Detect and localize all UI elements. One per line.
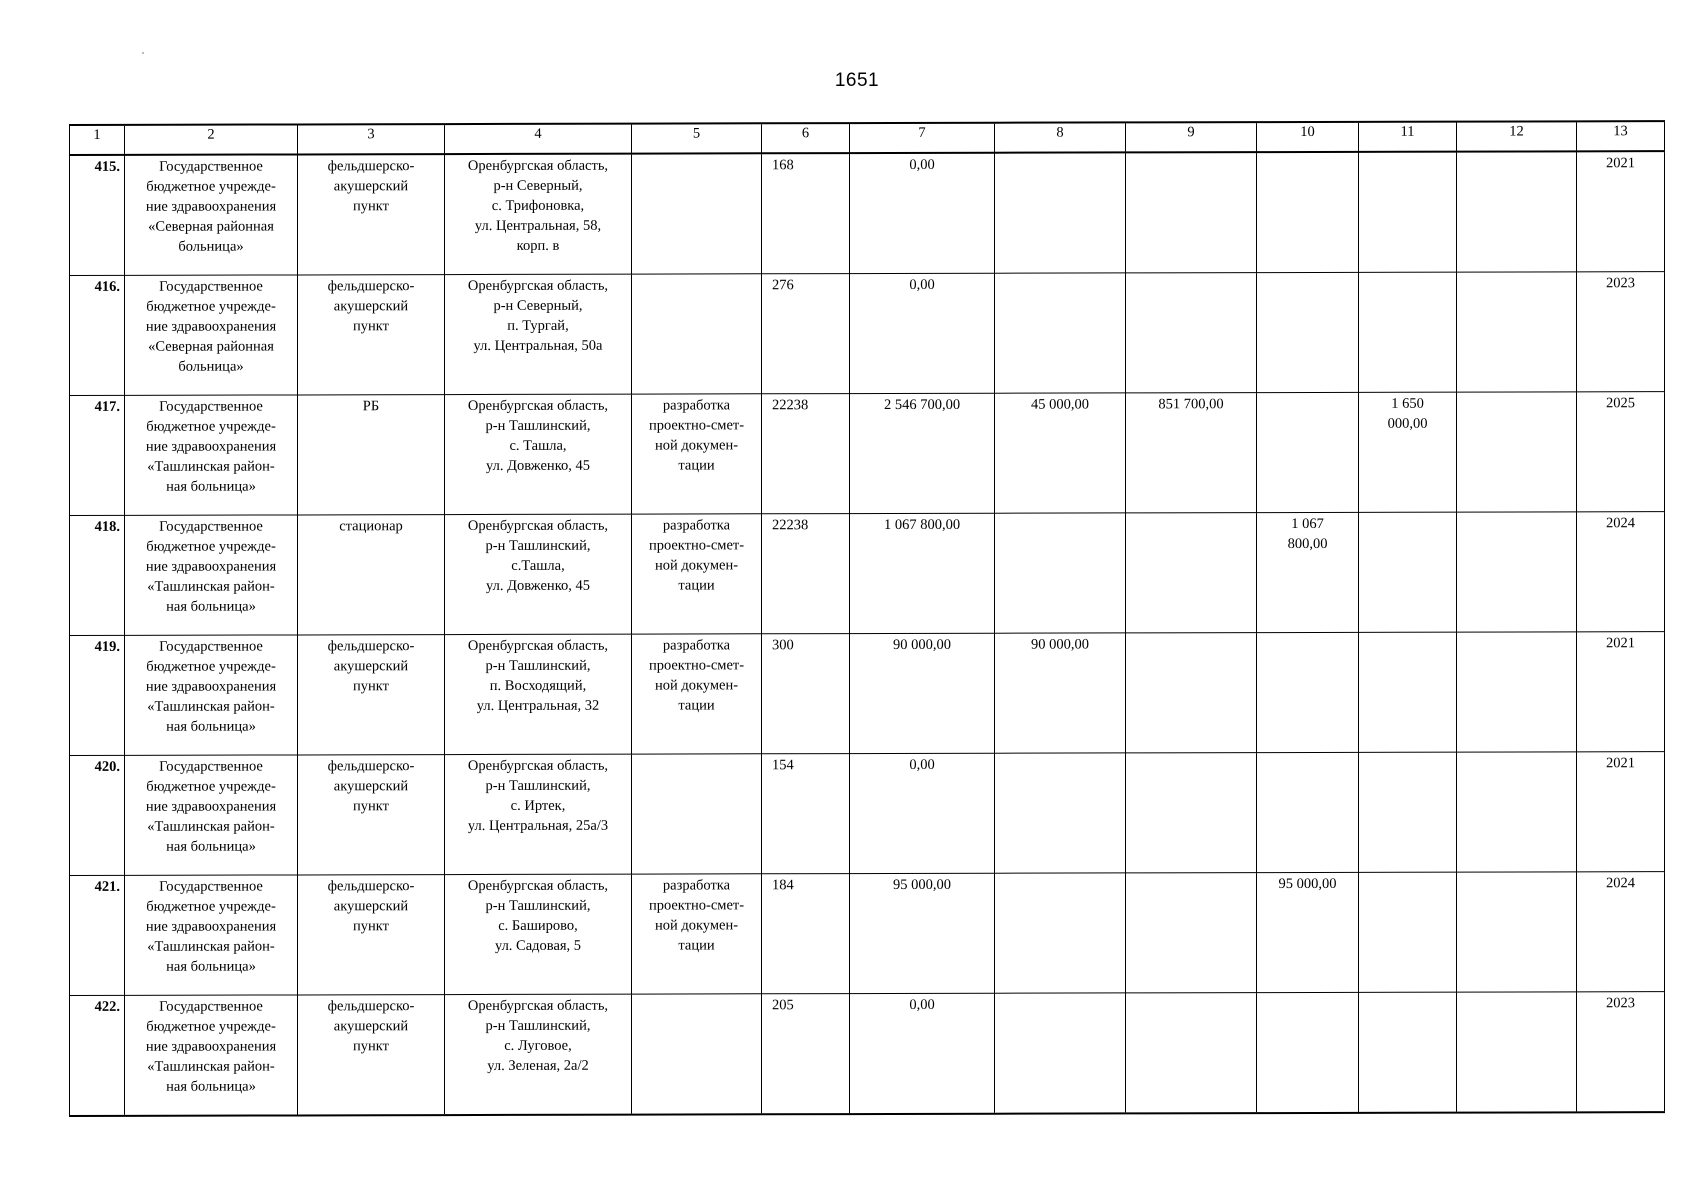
col-6-cell	[762, 874, 850, 994]
col-9-cell	[1126, 753, 1257, 873]
col-10-cell-text: 1 067 800,00	[1287, 515, 1328, 553]
address-cell	[445, 634, 632, 754]
page-number: 1651	[834, 70, 880, 91]
table-row	[70, 151, 1665, 275]
table-row	[70, 752, 1665, 876]
facility-type-cell-text: фельдшерско- акушерский пункт	[327, 278, 415, 335]
col-6-cell	[762, 153, 850, 274]
col-6-cell	[762, 514, 850, 634]
work-type-cell	[632, 754, 762, 874]
table-row	[70, 512, 1665, 636]
row-number	[70, 875, 125, 995]
facility-type-cell	[298, 995, 445, 1116]
header-row	[70, 121, 1665, 155]
col-12-cell	[1457, 752, 1577, 872]
col-11-cell	[1359, 152, 1457, 273]
work-type-cell-text: разработка проектно-смет- ной докумен- тации	[648, 877, 745, 954]
address-cell-text: Оренбургская область, р-н Ташлинский, с.Ташла, ул. Довженко, 45	[467, 517, 609, 594]
year-cell-text: 2021	[1606, 635, 1635, 652]
year-cell-text: 2023	[1606, 275, 1635, 292]
col-8-cell	[995, 273, 1126, 393]
col-8-cell-text: 90 000,00	[1031, 636, 1089, 653]
address-cell-text: Оренбургская область, р-н Северный, п. Тургай, ул. Центральная, 50а	[467, 277, 609, 355]
address-cell	[445, 754, 632, 874]
address-cell	[445, 874, 632, 994]
work-type-cell	[632, 153, 762, 274]
col-9-cell	[1126, 993, 1257, 1114]
col-7-cell-text: 90 000,00	[893, 636, 951, 653]
col-12-cell	[1457, 272, 1577, 392]
facility-type-cell	[298, 755, 445, 875]
col-12-cell	[1457, 992, 1577, 1113]
year-cell-text: 2021	[1606, 155, 1635, 172]
header-col-5: 5	[632, 123, 762, 153]
facility-type-cell-text: фельдшерско- акушерский пункт	[327, 878, 415, 935]
col-8-cell-text: 45 000,00	[1031, 396, 1089, 413]
organization-cell-text: Государственное бюджетное учрежде- ние здравоохранения «Ташлинская район- ная больница»	[145, 878, 277, 975]
col-7-cell-text: 0,00	[909, 756, 935, 773]
col-10-cell	[1257, 152, 1359, 273]
work-type-cell	[632, 634, 762, 754]
header-col-1: 1	[70, 125, 125, 155]
year-cell-text: 2021	[1606, 755, 1635, 772]
work-type-cell	[632, 874, 762, 994]
row-number-text: 422.	[94, 998, 120, 1015]
address-cell-text: Оренбургская область, р-н Ташлинский, п. Восходящий, ул. Центральная, 32	[467, 637, 609, 715]
table-row	[70, 872, 1665, 996]
col-7-cell-text: 0,00	[909, 156, 935, 173]
col-12-cell	[1457, 512, 1577, 632]
work-type-cell-text: разработка проектно-смет- ной докумен- тации	[648, 637, 745, 714]
facility-type-cell-text: РБ	[362, 398, 380, 415]
row-number	[70, 155, 125, 276]
facility-type-cell	[298, 275, 445, 395]
year-cell	[1577, 992, 1665, 1113]
col-12-cell	[1457, 632, 1577, 752]
col-7-cell-text: 0,00	[909, 996, 935, 1013]
work-type-cell	[632, 274, 762, 394]
address-cell	[445, 274, 632, 394]
table-row	[70, 632, 1665, 756]
table-row	[70, 272, 1665, 396]
facility-type-cell	[298, 395, 445, 515]
col-7-cell-text: 1 067 800,00	[883, 516, 961, 534]
row-number	[70, 995, 125, 1116]
organization-cell-text: Государственное бюджетное учрежде- ние здравоохранения «Ташлинская район- ная больница»	[145, 998, 277, 1095]
facility-type-cell-text: фельдшерско- акушерский пункт	[327, 638, 415, 695]
address-cell-text: Оренбургская область, р-н Ташлинский, с. Ташла, ул. Довженко, 45	[467, 397, 609, 474]
year-cell	[1577, 752, 1665, 872]
col-8-cell	[995, 633, 1126, 753]
col-6-cell-text: 276	[772, 277, 794, 294]
col-6-cell	[762, 274, 850, 394]
row-number	[70, 275, 125, 395]
address-cell	[445, 514, 632, 634]
col-6-cell-text: 205	[772, 997, 794, 1014]
header-col-2: 2	[125, 124, 298, 154]
address-cell-text: Оренбургская область, р-н Ташлинский, с. Иртек, ул. Центральная, 25а/3	[467, 757, 609, 835]
year-cell	[1577, 151, 1665, 272]
facility-type-cell-text: стационар	[339, 518, 403, 535]
row-number	[70, 395, 125, 515]
col-11-cell	[1359, 512, 1457, 632]
col-11-cell	[1359, 992, 1457, 1113]
col-8-cell	[995, 393, 1126, 513]
col-10-cell	[1257, 752, 1359, 872]
year-cell-text: 2024	[1606, 515, 1635, 532]
year-cell	[1577, 392, 1665, 512]
col-9-cell	[1126, 393, 1257, 513]
header-col-8: 8	[995, 122, 1126, 152]
col-11-cell-text: 1 650 000,00	[1387, 395, 1428, 432]
organization-cell	[125, 635, 298, 755]
col-7-cell	[850, 273, 995, 393]
col-8-cell	[995, 513, 1126, 633]
col-7-cell-text: 95 000,00	[893, 876, 951, 893]
col-7-cell	[850, 633, 995, 753]
address-cell	[445, 994, 632, 1115]
organization-cell-text: Государственное бюджетное учрежде- ние здравоохранения «Ташлинская район- ная больница»	[145, 638, 277, 735]
facility-type-cell	[298, 635, 445, 755]
scan-speck	[142, 52, 144, 54]
col-10-cell	[1257, 632, 1359, 752]
col-10-cell	[1257, 992, 1359, 1113]
col-6-cell-text: 168	[772, 157, 794, 174]
col-7-cell	[850, 153, 995, 274]
col-6-cell-text: 300	[772, 637, 794, 654]
col-6-cell	[762, 394, 850, 514]
address-cell-text: Оренбургская область, р-н Северный, с. Трифоновка, ул. Центральная, 58, корп. в	[467, 157, 609, 254]
year-cell	[1577, 512, 1665, 632]
organization-cell	[125, 395, 298, 515]
col-6-cell	[762, 754, 850, 874]
row-number	[70, 515, 125, 635]
year-cell-text: 2023	[1606, 995, 1635, 1012]
col-9-cell	[1126, 152, 1257, 273]
registry-table	[69, 120, 1665, 1117]
header-col-3: 3	[298, 124, 445, 154]
row-number-text: 421.	[94, 878, 120, 895]
header-col-10: 10	[1257, 122, 1359, 152]
year-cell	[1577, 632, 1665, 752]
col-8-cell	[995, 873, 1126, 993]
col-6-cell	[762, 634, 850, 754]
work-type-cell-text: разработка проектно-смет- ной докумен- тации	[648, 517, 745, 594]
col-11-cell	[1359, 872, 1457, 992]
organization-cell-text: Государственное бюджетное учрежде- ние здравоохранения «Ташлинская район- ная больница»	[145, 398, 277, 495]
organization-cell	[125, 995, 298, 1116]
col-11-cell	[1359, 752, 1457, 872]
col-6-cell-text: 22238	[772, 517, 809, 534]
organization-cell-text: Государственное бюджетное учрежде- ние здравоохранения «Северная районная больница»	[145, 158, 277, 255]
col-10-cell	[1257, 872, 1359, 992]
year-cell-text: 2025	[1606, 395, 1635, 412]
facility-type-cell-text: фельдшерско- акушерский пункт	[327, 758, 415, 815]
organization-cell	[125, 875, 298, 995]
row-number-text: 416.	[94, 278, 120, 295]
header-col-7: 7	[850, 123, 995, 153]
col-10-cell-text: 95 000,00	[1278, 875, 1337, 893]
facility-type-cell-text: фельдшерско- акушерский пункт	[327, 998, 415, 1055]
facility-type-cell	[298, 515, 445, 635]
row-number-text: 418.	[94, 518, 120, 535]
header-col-12: 12	[1457, 121, 1577, 151]
col-7-cell	[850, 753, 995, 873]
organization-cell	[125, 755, 298, 875]
work-type-cell	[632, 394, 762, 514]
facility-type-cell	[298, 875, 445, 995]
table-row	[70, 392, 1665, 516]
facility-type-cell-text: фельдшерско- акушерский пункт	[327, 158, 415, 215]
col-8-cell	[995, 753, 1126, 873]
col-9-cell	[1126, 633, 1257, 753]
col-12-cell	[1457, 872, 1577, 992]
col-9-cell	[1126, 873, 1257, 993]
header-col-13: 13	[1577, 121, 1665, 151]
col-10-cell	[1257, 512, 1359, 632]
row-number-text: 417.	[94, 398, 120, 415]
col-7-cell-text: 0,00	[909, 276, 935, 293]
col-9-cell-text: 851 700,00	[1158, 396, 1224, 413]
organization-cell-text: Государственное бюджетное учрежде- ние здравоохранения «Ташлинская район- ная больница»	[145, 758, 277, 855]
col-6-cell-text: 184	[772, 877, 794, 894]
col-10-cell	[1257, 272, 1359, 392]
col-11-cell	[1359, 632, 1457, 752]
organization-cell	[125, 515, 298, 635]
col-7-cell	[850, 393, 995, 513]
col-6-cell	[762, 994, 850, 1115]
col-7-cell-text: 2 546 700,00	[883, 396, 961, 414]
header-col-6: 6	[762, 123, 850, 153]
address-cell	[445, 154, 632, 275]
col-9-cell	[1126, 273, 1257, 393]
work-type-cell	[632, 994, 762, 1115]
row-number-text: 420.	[94, 758, 120, 775]
col-8-cell	[995, 993, 1126, 1114]
work-type-cell-text: разработка проектно-смет- ной докумен- тации	[648, 397, 745, 474]
header-col-9: 9	[1126, 122, 1257, 152]
year-cell	[1577, 872, 1665, 992]
col-11-cell	[1359, 272, 1457, 392]
year-cell-text: 2024	[1606, 875, 1635, 892]
organization-cell	[125, 154, 298, 275]
year-cell	[1577, 272, 1665, 392]
address-cell-text: Оренбургская область, р-н Ташлинский, с. Луговое, ул. Зеленая, 2а/2	[467, 997, 609, 1074]
address-cell	[445, 394, 632, 514]
col-6-cell-text: 22238	[772, 397, 809, 414]
work-type-cell	[632, 514, 762, 634]
organization-cell-text: Государственное бюджетное учрежде- ние здравоохранения «Северная районная больница»	[145, 278, 277, 375]
col-10-cell	[1257, 392, 1359, 512]
header-col-11: 11	[1359, 122, 1457, 152]
organization-cell	[125, 275, 298, 395]
col-7-cell	[850, 873, 995, 993]
organization-cell-text: Государственное бюджетное учрежде- ние здравоохранения «Ташлинская район- ная больница»	[145, 518, 277, 615]
row-number-text: 415.	[94, 158, 120, 175]
col-9-cell	[1126, 513, 1257, 633]
row-number-text: 419.	[94, 638, 120, 655]
table-row	[70, 992, 1665, 1116]
col-7-cell	[850, 993, 995, 1114]
row-number	[70, 635, 125, 755]
col-6-cell-text: 154	[772, 757, 794, 774]
col-12-cell	[1457, 392, 1577, 512]
address-cell-text: Оренбургская область, р-н Ташлинский, с. Баширово, ул. Садовая, 5	[467, 877, 609, 954]
col-12-cell	[1457, 151, 1577, 272]
facility-type-cell	[298, 154, 445, 275]
col-8-cell	[995, 152, 1126, 273]
row-number	[70, 755, 125, 875]
col-7-cell	[850, 513, 995, 633]
col-11-cell	[1359, 392, 1457, 512]
header-col-4: 4	[445, 124, 632, 154]
